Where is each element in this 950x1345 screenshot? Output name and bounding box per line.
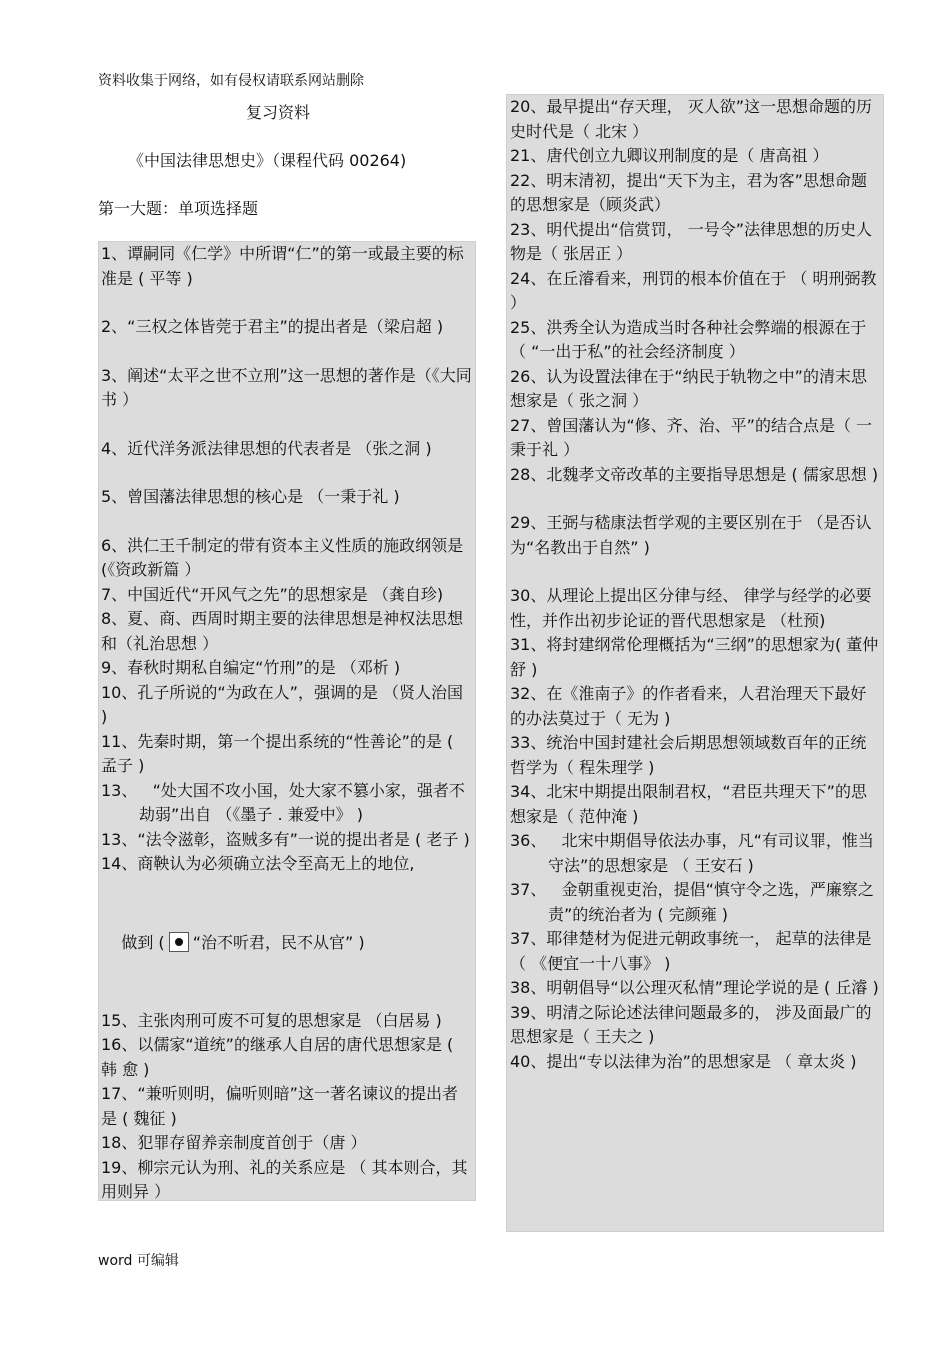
question-20: 20、最早提出“存天理， 灭人欲”这一思想命题的历史时代是（ 北宋 ）: [510, 97, 873, 141]
question-14-cont: [101, 877, 472, 1009]
question-2: 2、“三权之体皆莞于君主”的提出者是（梁启超 ): [101, 317, 444, 336]
question-28: 28、北魏孝文帝改革的主要指导思想是 ( 儒家思想 ): [510, 464, 879, 484]
question-21: 21、唐代创立九卿议刑制度的是（ 唐高祖 ）: [510, 146, 829, 165]
header-note: 资料收集于网络，如有侵权请联系网站删除: [98, 73, 364, 89]
question-1: 1、谭嗣同《仁学》中所谓“仁”的第一或最主要的标准是 ( 平等 ): [101, 244, 464, 288]
footer-note: word 可编辑: [98, 1253, 179, 1269]
question-17: 17、“兼听则明，偏听则暗”这一著名谏议的提出者是 ( 魏征 ): [101, 1084, 458, 1128]
question-31: 31、将封建纲常伦理概括为“三纲”的思想家为( 董仲舒 ): [510, 635, 879, 679]
question-30: 30、从理论上提出区分律与经、 律学与经学的必要性，并作出初步论证的晋代思想家是 （杜预): [510, 586, 872, 630]
question-13b: 13、“法令滋彰，盗贼多有”一说的提出者是 ( 老子 ): [101, 829, 470, 849]
question-22: 22、明末清初，提出“天下为主，君为客”思想命题的思想家是（顾炎武）: [510, 170, 867, 214]
question-13a: 13、 “处大国不攻小国，处大家不篡小家，强者不劫弱”出自 （《墨子 . 兼爱中》 ): [101, 780, 465, 824]
question-7: 7、中国近代“开风气之先”的思想家是 （龚自珍): [101, 584, 444, 604]
question-40: 40、提出“专以法律为治”的思想家是 （ 章太炎 ): [510, 1051, 857, 1071]
question-8: 8、夏、商、西周时期主要的法律思想是神权法思想和（礼治思想 ）: [101, 609, 464, 653]
question-37b: 37、耶律楚材为促进元朝政事统一， 起草的法律是（ 《便宜一十八事》 ): [510, 929, 872, 973]
question-3: 3、阐述“太平之世不立刑”这一思想的著作是（《大同书 ）: [101, 365, 472, 409]
question-39: 39、明清之际论述法律问题最多的， 涉及面最广的思想家是（ 王夫之 ): [510, 1002, 872, 1046]
question-9: 9、春秋时期私自编定“竹刑”的是 （邓析 ): [101, 658, 401, 677]
radio-icon: [169, 932, 189, 952]
question-36: 36、 北宋中期倡导依法办事，凡“有司议罪，惟当守法”的思想家是 （ 王安石 ): [510, 831, 874, 875]
question-6: 6、洪仁王千制定的带有资本主义性质的施政纲领是 (《资政新篇 ）: [101, 535, 469, 579]
doc-title: 复习资料: [246, 103, 311, 122]
question-33: 33、统治中国封建社会后期思想领域数百年的正统哲学为（ 程朱理学 ): [510, 733, 867, 777]
question-4: 4、近代洋务派法律思想的代表者是 （张之洞 ): [101, 438, 432, 458]
question-29: 29、王弼与嵇康法哲学观的主要区别在于 （是否认为“名教出于自然” ): [510, 513, 872, 557]
question-15: 15、主张肉刑可废不可复的思想家是 （白居易 ): [101, 1010, 442, 1030]
question-32: 32、在《淮南子》的作者看来，人君治理天下最好的办法莫过于（ 无为 ): [510, 684, 867, 728]
right-question-column: [506, 94, 884, 1232]
question-38: 38、明朝倡导“以公理灭私情”理论学说的是 ( 丘濬 ): [510, 978, 879, 997]
question-14-lead: 做到 (: [121, 932, 165, 952]
question-14: 14、商鞅认为必须确立法令至高无上的地位,: [101, 854, 415, 873]
question-11: 11、先秦时期，第一个提出系统的“性善论”的是 ( 孟子 ): [101, 731, 459, 775]
question-23: 23、明代提出“信赏罚， 一号令”法律思想的历史人物是（ 张居正 ）: [510, 219, 873, 263]
question-27: 27、曾国藩认为“修、齐、治、平”的结合点是（ 一秉于礼 ）: [510, 415, 873, 459]
question-16: 16、以儒家“道统”的继承人自居的唐代思想家是 ( 韩 愈 ): [101, 1035, 459, 1079]
doc-subtitle: 《中国法律思想史》（课程代码 00264): [128, 151, 407, 170]
question-37a: 37、 金朝重视吏治，提倡“慎守令之选，严廉察之责”的统治者为 ( 完颜雍 ): [510, 880, 874, 924]
question-25: 25、洪秀全认为造成当时各种社会弊端的根源在于（ “一出于私”的社会经济制度 ）: [510, 317, 867, 361]
question-18: 18、犯罪存留养亲制度首创于（唐 ）: [101, 1133, 367, 1152]
question-34: 34、北宋中期提出限制君权，“君臣共理天下”的思想家是（ 范仲淹 ): [510, 782, 867, 826]
question-5: 5、曾国藩法律思想的核心是 （一秉于礼 ): [101, 487, 400, 506]
section-heading: 第一大题：单项选择题: [98, 199, 259, 218]
question-26: 26、认为设置法律在于“纳民于轨物之中”的清末思想家是（ 张之洞 ）: [510, 366, 867, 410]
question-14-quote: “治不听君，民不从官” ): [192, 932, 365, 952]
question-24: 24、在丘濬看来，刑罚的根本价值在于 （ 明刑弼教 ）: [510, 268, 882, 312]
question-19: 19、柳宗元认为刑、礼的关系应是 （ 其本则合，其用则异 ）: [101, 1157, 468, 1201]
left-question-column: [98, 241, 476, 1201]
question-10: 10、孔子所说的“为政在人”，强调的是 （贤人治国 ): [101, 682, 469, 726]
